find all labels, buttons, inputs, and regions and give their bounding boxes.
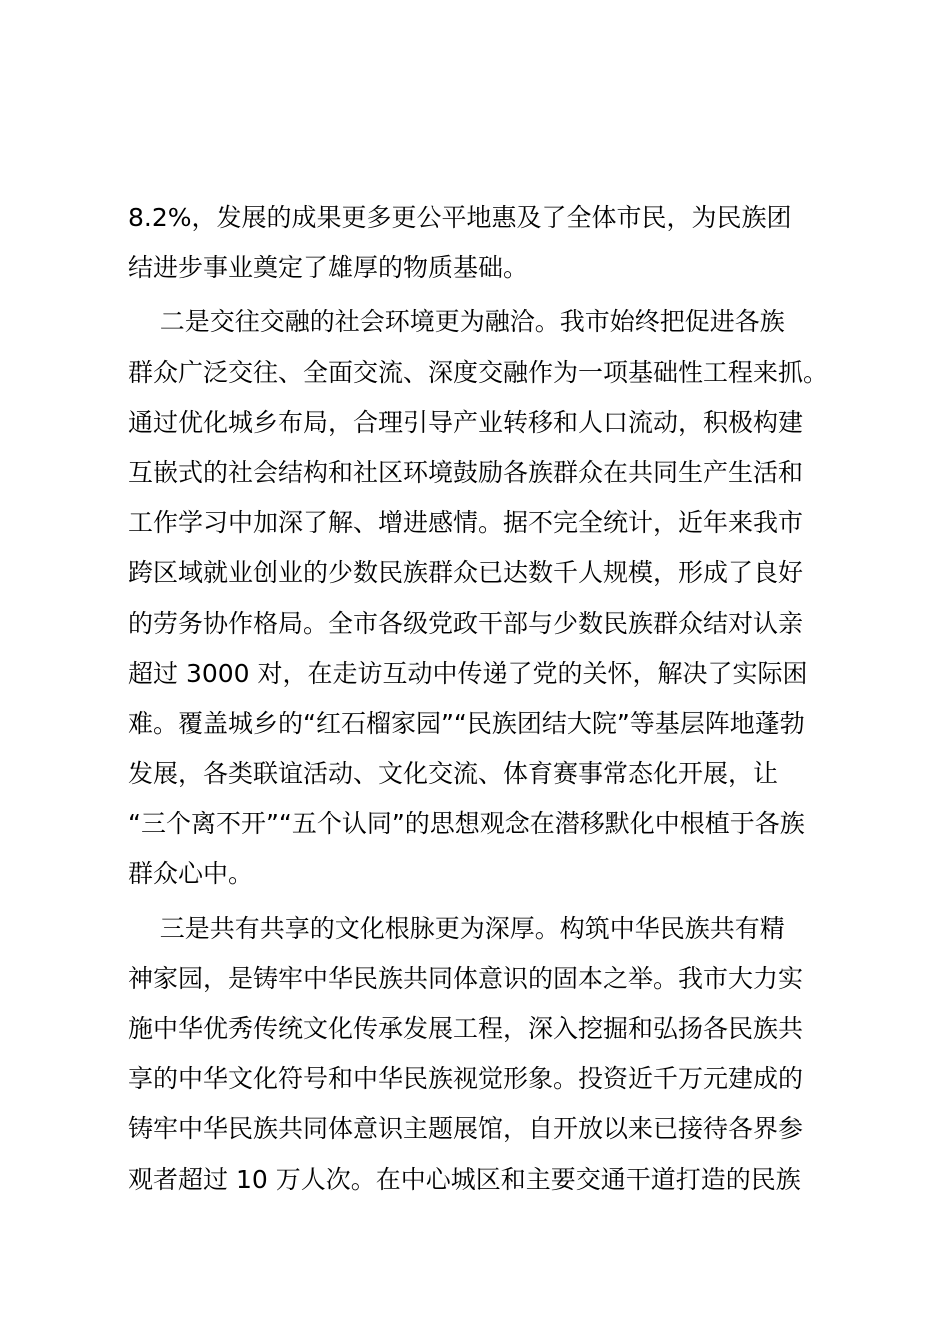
paragraph-1 bbox=[128, 193, 838, 293]
text-line: 享的中华文化符号和中华民族视觉形象。投资近千万元建成的 bbox=[128, 1064, 804, 1094]
text-line: 观者超过 10 万人次。在中心城区和主要交通干道打造的民族 bbox=[128, 1164, 801, 1194]
text-line: 跨区域就业创业的少数民族群众已达数千人规模，形成了良好 bbox=[128, 558, 804, 588]
text-line: 三是共有共享的文化根脉更为深厚。构筑中华民族共有精 bbox=[128, 913, 785, 943]
text-line: “三个离不开”“五个认同”的思想观念在潜移默化中根植于各族 bbox=[128, 809, 805, 839]
text-line: 难。覆盖城乡的“红石榴家园”“民族团结大院”等基层阵地蓬勃 bbox=[128, 708, 805, 738]
text-line: 群众心中。 bbox=[128, 859, 254, 889]
text-line: 二是交往交融的社会环境更为融洽。我市始终把促进各族 bbox=[128, 307, 785, 337]
text-line: 铸牢中华民族共同体意识主题展馆，自开放以来已接待各界参 bbox=[128, 1114, 804, 1144]
paragraph-3 bbox=[128, 904, 838, 1205]
text-line: 群众广泛交往、全面交流、深度交融作为一项基础性工程来抓。 bbox=[128, 357, 829, 387]
text-line: 通过优化城乡布局，合理引导产业转移和人口流动，积极构建 bbox=[128, 407, 804, 437]
text-line: 8.2%，发展的成果更多更公平地惠及了全体市民，为民族团 bbox=[128, 203, 792, 232]
text-line: 神家园，是铸牢中华民族共同体意识的固本之举。我市大力实 bbox=[128, 963, 804, 993]
paragraph-2 bbox=[128, 297, 838, 899]
document-body bbox=[128, 193, 838, 1205]
text-line: 超过 3000 对，在走访互动中传递了党的关怀，解决了实际困 bbox=[128, 658, 808, 688]
text-line: 发展，各类联谊活动、文化交流、体育赛事常态化开展，让 bbox=[128, 759, 779, 789]
text-line: 施中华优秀传统文化传承发展工程，深入挖掘和弘扬各民族共 bbox=[128, 1014, 804, 1043]
text-line: 互嵌式的社会结构和社区环境鼓励各族群众在共同生产生活和 bbox=[128, 457, 804, 487]
text-line: 结进步事业奠定了雄厚的物质基础。 bbox=[128, 253, 529, 283]
text-line: 的劳务协作格局。全市各级党政干部与少数民族群众结对认亲 bbox=[128, 608, 804, 638]
text-line: 工作学习中加深了解、增进感情。据不完全统计，近年来我市 bbox=[128, 508, 804, 538]
